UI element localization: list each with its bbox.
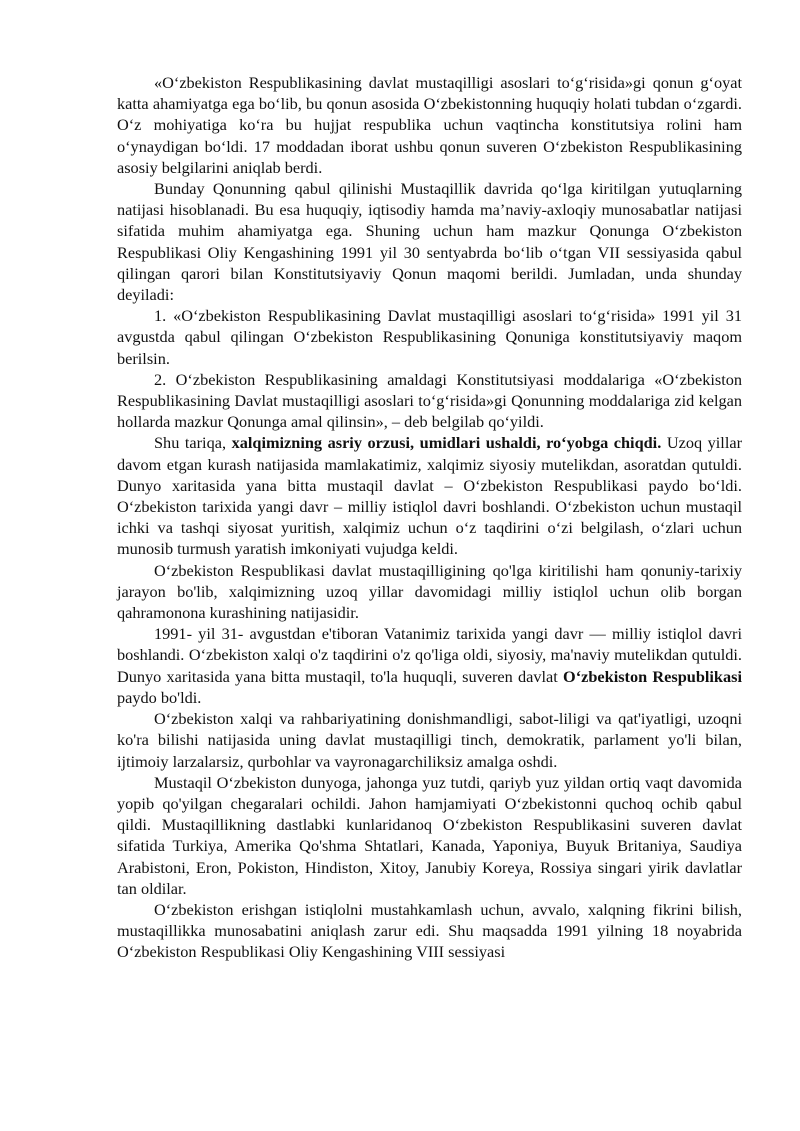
paragraph	[117, 369, 742, 433]
text-span: Uzoq yillar davom etgan kurash natijasida mamlakatimiz, xalqimiz siyosiy mutelikdan, asoratdan qutuldi. Dunyo xaritasida yana bitta mustaqil davlat – O‘zbekiston Respublikasi paydo bo‘ldi. O‘zbekiston tarixida yangi davr – milliy istiqlol davri boshlandi. O‘zbekiston uchun mustaqil ichki va tashqi siyosat yuritish, xalqimiz uchun o‘z taqdirini o‘zi belgilash, o‘zlari uchun munosib turmush yaratish imkoniyati vujudga keldi.	[117, 433, 743, 559]
text-span: O‘zbekiston xalqi va rahbariyatining donishmandligi, sabot-liligi va qat'iyatligi, uzoqni ko'ra bilishi natijasida uning davlat mustaqilligi tinch, demokratik, parlament yo'li bilan, ijtimoiy larzalarsiz, qurbohlar va vayronagarchiliksiz amalga oshdi.	[117, 709, 742, 771]
paragraph	[117, 708, 742, 772]
paragraph	[117, 560, 742, 624]
paragraph	[117, 899, 742, 963]
text-span: Bunday Qonunning qabul qilinishi Mustaqillik davrida qo‘lga kiritilgan yutuqlarning natijasi hisoblanadi. Bu esa huquqiy, iqtisodiy hamda ma’naviy-axloqiy munosabatlar natijasi sifatida muhim ahamiyatga ega. Shuning uchun ham mazkur Qonunga O‘zbekiston Respublikasi Oliy Kengashining 1991 yil 30 sentyabrda bo‘lib o‘tgan VII sessiyasida qabul qilingan qarori bilan Konstitutsiyaviy Qonun maqomi berildi. Jumladan, unda shunday deyiladi:	[117, 179, 742, 305]
text-span: paydo bo'ldi.	[117, 687, 202, 707]
paragraph	[117, 178, 742, 305]
bold-text-span: O‘zbekiston Respublikasi	[563, 666, 742, 686]
paragraph	[117, 72, 742, 178]
text-span: «O‘zbekiston Respublikasining davlat mustaqilligi asoslari to‘g‘risida»gi qonun g‘oyat katta ahamiyatga ega bo‘lib, bu qonun asosida O‘zbekistonning huquqiy holati tubdan o‘zgardi. O‘z mohiyatiga ko‘ra bu hujjat respublika uchun vaqtincha konstitutsiya rolini ham o‘ynaydigan bo‘ldi. 17 moddadan iborat ushbu qonun suveren O‘zbekiston Respublikasining asosiy belgilarini aniqlab berdi.	[117, 73, 742, 177]
text-span: Shu tariqa,	[154, 433, 232, 453]
text-span: Mustaqil O‘zbekiston dunyoga, jahonga yuz tutdi, qariyb yuz yildan ortiq vaqt davomida yopib qo'yilgan chegaralari ochildi. Jahon hamjamiyati O‘zbekistonni quchoq ochib qabul qildi. Mustaqillikning dastlabki kunlaridanoq O‘zbekiston Respublikasini suveren davlat sifatida Turkiya, Amerika Qo'shma Shtatlari, Kanada, Yaponiya, Buyuk Britaniya, Saudiya Arabistoni, Eron, Pokiston, Hindiston, Xitoy, Janubiy Koreya, Rossiya singari yirik davlatlar tan oldilar.	[117, 772, 742, 898]
text-span: 2. O‘zbekiston Respublikasining amaldagi Konstitutsiyasi moddalariga «O‘zbekiston Respublikasining Davlat mustaqilligi asoslari to‘g‘risida»gi Qonunning moddalariga zid kelgan hollarda mazkur Qonunga amal qilinsin», – deb belgilab qo‘yildi.	[117, 369, 742, 432]
text-span: 1. «O‘zbekiston Respublikasining Davlat mustaqilligi asoslari to‘g‘risida» 1991 yil 31 avgustda qabul qilingan O‘zbekiston Respublikasining Qonuniga konstitutsiyaviy maqom berilsin.	[117, 306, 742, 368]
paragraph	[117, 772, 742, 899]
paragraph	[117, 623, 742, 708]
text-span: O‘zbekiston Respublikasi davlat mustaqilligining qo'lga kiritilishi ham qonuniy-tarixiy jarayon bo'lib, xalqimizning uzoq yillar davomidagi milliy istiqlol uchun olib borgan qahramonona kurashining natijasidir.	[117, 560, 742, 623]
paragraph	[117, 432, 742, 559]
bold-text-span: xalqimizning asriy orzusi, umidlari ushaldi, ro‘yobga chiqdi.	[231, 433, 662, 453]
text-span: O‘zbekiston erishgan istiqlolni mustahkamlash uchun, avvalo, xalqning fikrini bilish, mustaqillikka munosabatini aniqlash zarur edi. Shu maqsadda 1991 yilning 18 noyabrida O‘zbekiston Respublikasi Oliy Kengashining VIII sessiyasi	[117, 899, 742, 962]
document-page	[117, 72, 742, 963]
paragraph	[117, 305, 742, 369]
text-span: 1991- yil 31- avgustdan e'tiboran Vatanimiz tarixida yangi davr — milliy istiqlol davri boshlandi. O‘zbekiston xalqi o'z taqdirini o'z qo'liga oldi, siyosiy, ma'naviy mutelikdan qutuldi. Dunyo xaritasida yana bitta mustaqil, to'la huquqli, suveren davlat	[117, 624, 742, 686]
